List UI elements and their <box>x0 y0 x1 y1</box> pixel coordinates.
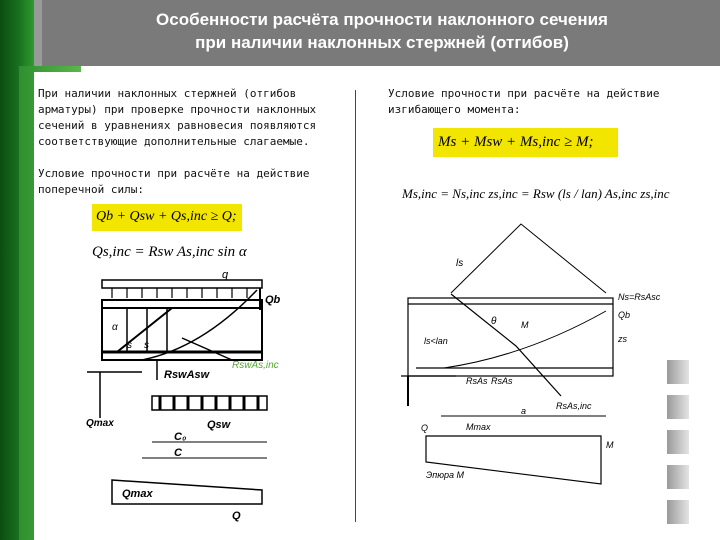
decor-box-4 <box>667 465 689 489</box>
formula-msinc-text: Ms,inc = Ns,inc zs,inc = Rsw (ls / lan) As,inc zs,inc <box>402 186 670 201</box>
left-diagram <box>82 268 346 526</box>
distributed-load-bar <box>102 280 262 288</box>
formula-msinc <box>402 178 702 214</box>
title-bar-accent <box>34 0 42 66</box>
label-qb-right: Qb <box>618 310 631 320</box>
right-diagram <box>396 216 696 516</box>
formula-moment-sum-text: Ms + Msw + Ms,inc ≥ M; <box>438 134 594 150</box>
label-q-right: Q <box>421 423 429 433</box>
load-arrows <box>112 288 247 298</box>
bent-bar <box>117 308 262 352</box>
column-divider <box>355 90 356 522</box>
decor-box-5 <box>667 500 689 524</box>
label-s1: s <box>127 340 132 351</box>
label-ls-lan: ls<lan <box>424 336 448 346</box>
label-qmax-bottom: Qmax <box>122 488 153 500</box>
shear-condition-text: Условие прочности при расчёте на действие поперечной силы: <box>38 167 310 196</box>
formula-qsinc-text: Qs,inc = Rsw As,inc sin α <box>92 244 247 260</box>
slide-title-line-2: при наличии наклонных стержней (отгибов) <box>195 33 569 52</box>
label-ns: Ns=RsAsc <box>618 292 661 302</box>
label-ls: ls <box>456 258 464 269</box>
label-qmax: Qmax <box>86 418 114 429</box>
decor-box-1 <box>667 360 689 384</box>
formula-shear-sum-text: Qb + Qsw + Qs,inc ≥ Q; <box>96 209 237 224</box>
formula-moment-sum <box>433 128 618 157</box>
label-rsasinc: RsAs,inc <box>556 401 592 411</box>
formula-shear-sum <box>92 204 242 231</box>
qsw-hatch <box>160 396 258 410</box>
label-m-right: M <box>606 440 614 450</box>
label-qb: Qb <box>265 294 281 306</box>
label-c0: C₀ <box>174 431 187 443</box>
moment-condition-text: Условие прочности при расчёте на действие изгибающего момента: <box>388 87 660 116</box>
label-rsw-asinc: RswAs,inc <box>232 360 279 371</box>
label-rsas-2: RsAs <box>491 376 513 386</box>
decor-box-2 <box>667 395 689 419</box>
formula-qsinc <box>90 244 270 266</box>
label-rsw-asw: RswAsw <box>164 369 210 381</box>
qsw-block <box>152 396 267 410</box>
slide-title <box>44 8 720 54</box>
label-s2: s <box>144 340 149 351</box>
decor-box-3 <box>667 430 689 454</box>
label-rsas-1: RsAs <box>466 376 488 386</box>
slide-title-line-1: Особенности расчёта прочности наклонного сечения <box>156 10 608 29</box>
label-q: q <box>222 269 229 281</box>
label-m-arrow: M <box>521 320 529 330</box>
label-c: C <box>174 447 182 459</box>
label-alpha: α <box>112 322 118 333</box>
label-a: a <box>521 406 527 416</box>
label-theta: θ <box>491 316 497 327</box>
label-zs: zs <box>618 334 627 344</box>
intro-paragraph: При наличии наклонных стержней (отгибов арматуры) при проверке прочности наклонных сечений в уравнениях равновесия появляются соответствующие дополнительные слагаемые. <box>38 87 317 148</box>
label-qsw: Qsw <box>207 419 231 431</box>
anchorage-triangle <box>451 224 606 293</box>
rsw-asinc-arrow <box>182 338 232 360</box>
label-q-bottom: Q <box>232 510 241 522</box>
label-mmax-top: Mmax <box>466 422 491 432</box>
label-epure: Эпюра M <box>426 470 464 480</box>
